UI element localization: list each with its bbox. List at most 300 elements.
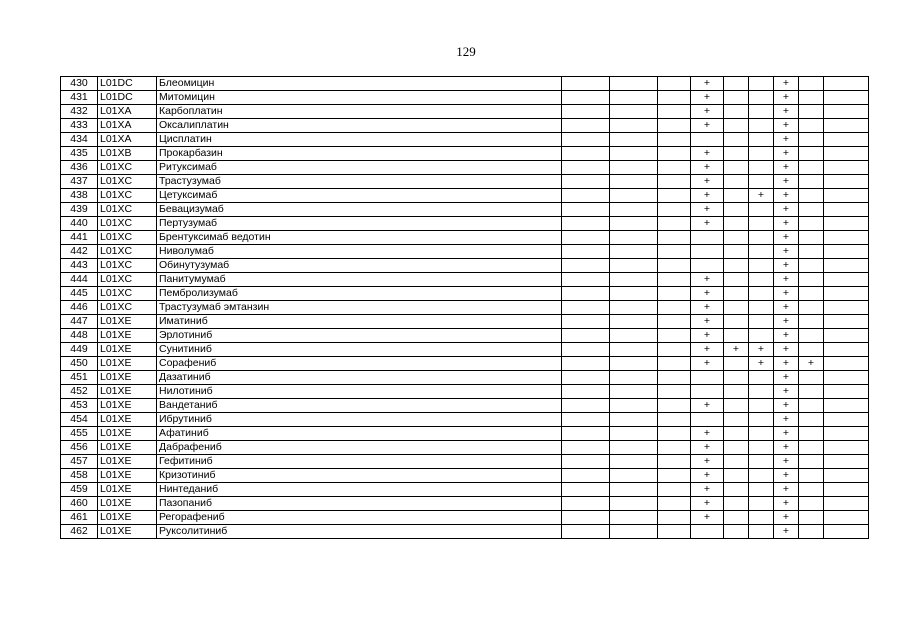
mark-cell: [658, 231, 691, 245]
atc-code-cell: L01XE: [98, 455, 157, 469]
table-row: [61, 315, 869, 329]
table-row: [61, 301, 869, 315]
mark-cell: [562, 469, 610, 483]
mark-cell: [749, 511, 774, 525]
mark-cell: [824, 161, 869, 175]
mark-cell: +: [774, 119, 799, 133]
drug-name-cell: Пертузумаб: [157, 217, 562, 231]
drug-name-cell: Прокарбазин: [157, 147, 562, 161]
row-number-cell: 453: [61, 399, 98, 413]
mark-cell: [658, 259, 691, 273]
mark-cell: [799, 469, 824, 483]
drug-name-cell: Дазатиниб: [157, 371, 562, 385]
mark-cell: [749, 77, 774, 91]
mark-cell: [562, 525, 610, 539]
mark-cell: [749, 441, 774, 455]
table-row: [61, 77, 869, 91]
mark-cell: [749, 399, 774, 413]
mark-cell: [658, 399, 691, 413]
mark-cell: [562, 413, 610, 427]
mark-cell: +: [749, 357, 774, 371]
mark-cell: [724, 301, 749, 315]
atc-code-cell: L01XC: [98, 175, 157, 189]
mark-cell: +: [691, 483, 724, 497]
table-row: [61, 469, 869, 483]
mark-cell: +: [774, 175, 799, 189]
table-row: [61, 441, 869, 455]
atc-code-cell: L01XC: [98, 259, 157, 273]
mark-cell: [610, 357, 658, 371]
mark-cell: [824, 259, 869, 273]
mark-cell: [658, 371, 691, 385]
mark-cell: +: [774, 483, 799, 497]
row-number-cell: 459: [61, 483, 98, 497]
mark-cell: [610, 203, 658, 217]
mark-cell: [658, 287, 691, 301]
mark-cell: [658, 525, 691, 539]
mark-cell: [799, 217, 824, 231]
mark-cell: [724, 217, 749, 231]
mark-cell: [610, 427, 658, 441]
mark-cell: [749, 217, 774, 231]
mark-cell: +: [691, 399, 724, 413]
drug-name-cell: Цисплатин: [157, 133, 562, 147]
mark-cell: +: [774, 217, 799, 231]
atc-code-cell: L01XE: [98, 315, 157, 329]
mark-cell: [824, 273, 869, 287]
mark-cell: +: [774, 399, 799, 413]
row-number-cell: 442: [61, 245, 98, 259]
mark-cell: [824, 315, 869, 329]
mark-cell: +: [691, 203, 724, 217]
mark-cell: [824, 399, 869, 413]
table-row: [61, 91, 869, 105]
mark-cell: [658, 469, 691, 483]
mark-cell: [824, 497, 869, 511]
mark-cell: [562, 259, 610, 273]
mark-cell: [799, 273, 824, 287]
mark-cell: [799, 77, 824, 91]
mark-cell: [562, 91, 610, 105]
atc-code-cell: L01XC: [98, 189, 157, 203]
mark-cell: [562, 119, 610, 133]
row-number-cell: 448: [61, 329, 98, 343]
drug-name-cell: Митомицин: [157, 91, 562, 105]
atc-code-cell: L01XE: [98, 469, 157, 483]
row-number-cell: 457: [61, 455, 98, 469]
drug-name-cell: Ниволумаб: [157, 245, 562, 259]
atc-code-cell: L01XE: [98, 371, 157, 385]
mark-cell: [562, 441, 610, 455]
atc-code-cell: L01XE: [98, 441, 157, 455]
drug-name-cell: Карбоплатин: [157, 105, 562, 119]
mark-cell: [749, 427, 774, 441]
row-number-cell: 432: [61, 105, 98, 119]
drug-name-cell: Цетуксимаб: [157, 189, 562, 203]
mark-cell: [658, 217, 691, 231]
mark-cell: [610, 469, 658, 483]
mark-cell: [658, 133, 691, 147]
mark-cell: +: [774, 441, 799, 455]
mark-cell: [724, 231, 749, 245]
mark-cell: [824, 217, 869, 231]
atc-code-cell: L01XA: [98, 133, 157, 147]
mark-cell: [749, 315, 774, 329]
mark-cell: [658, 483, 691, 497]
mark-cell: [749, 301, 774, 315]
row-number-cell: 443: [61, 259, 98, 273]
row-number-cell: 447: [61, 315, 98, 329]
mark-cell: +: [774, 301, 799, 315]
mark-cell: [610, 455, 658, 469]
mark-cell: [724, 91, 749, 105]
mark-cell: [562, 301, 610, 315]
table-row: [61, 273, 869, 287]
table-row: [61, 217, 869, 231]
mark-cell: +: [691, 441, 724, 455]
mark-cell: [724, 105, 749, 119]
atc-code-cell: L01XB: [98, 147, 157, 161]
mark-cell: +: [691, 119, 724, 133]
mark-cell: [562, 315, 610, 329]
mark-cell: [610, 231, 658, 245]
mark-cell: [610, 329, 658, 343]
mark-cell: [562, 231, 610, 245]
drug-name-cell: Ритуксимаб: [157, 161, 562, 175]
mark-cell: [610, 259, 658, 273]
mark-cell: [724, 441, 749, 455]
mark-cell: [610, 413, 658, 427]
row-number-cell: 434: [61, 133, 98, 147]
row-number-cell: 451: [61, 371, 98, 385]
mark-cell: [799, 413, 824, 427]
mark-cell: [799, 91, 824, 105]
mark-cell: [749, 231, 774, 245]
row-number-cell: 437: [61, 175, 98, 189]
row-number-cell: 460: [61, 497, 98, 511]
mark-cell: [658, 441, 691, 455]
drug-name-cell: Трастузумаб: [157, 175, 562, 189]
mark-cell: [562, 147, 610, 161]
mark-cell: +: [774, 329, 799, 343]
mark-cell: [562, 105, 610, 119]
mark-cell: [610, 441, 658, 455]
row-number-cell: 452: [61, 385, 98, 399]
atc-code-cell: L01XE: [98, 357, 157, 371]
mark-cell: [724, 413, 749, 427]
mark-cell: [724, 371, 749, 385]
drug-name-cell: Кризотиниб: [157, 469, 562, 483]
row-number-cell: 456: [61, 441, 98, 455]
mark-cell: [562, 273, 610, 287]
table-row: [61, 427, 869, 441]
mark-cell: [824, 105, 869, 119]
table-row: [61, 329, 869, 343]
mark-cell: [824, 357, 869, 371]
atc-code-cell: L01XE: [98, 497, 157, 511]
atc-code-cell: L01XE: [98, 483, 157, 497]
drug-name-cell: Сорафениб: [157, 357, 562, 371]
table-row: [61, 371, 869, 385]
mark-cell: +: [774, 231, 799, 245]
mark-cell: [824, 371, 869, 385]
table-row: [61, 343, 869, 357]
mark-cell: [562, 385, 610, 399]
mark-cell: +: [691, 301, 724, 315]
mark-cell: [562, 427, 610, 441]
mark-cell: +: [774, 525, 799, 539]
mark-cell: +: [774, 161, 799, 175]
mark-cell: [749, 133, 774, 147]
mark-cell: [610, 119, 658, 133]
mark-cell: +: [774, 105, 799, 119]
mark-cell: [824, 189, 869, 203]
mark-cell: [799, 525, 824, 539]
mark-cell: [724, 399, 749, 413]
atc-code-cell: L01XC: [98, 245, 157, 259]
mark-cell: +: [691, 315, 724, 329]
mark-cell: +: [691, 455, 724, 469]
mark-cell: [824, 329, 869, 343]
mark-cell: [749, 385, 774, 399]
drug-name-cell: Брентуксимаб ведотин: [157, 231, 562, 245]
mark-cell: [658, 315, 691, 329]
mark-cell: [824, 175, 869, 189]
mark-cell: [724, 273, 749, 287]
mark-cell: [691, 371, 724, 385]
drug-name-cell: Ибрутиниб: [157, 413, 562, 427]
row-number-cell: 436: [61, 161, 98, 175]
mark-cell: [749, 287, 774, 301]
atc-code-cell: L01XA: [98, 119, 157, 133]
mark-cell: [562, 175, 610, 189]
mark-cell: [658, 161, 691, 175]
row-number-cell: 433: [61, 119, 98, 133]
mark-cell: [724, 511, 749, 525]
mark-cell: [799, 455, 824, 469]
mark-cell: +: [774, 133, 799, 147]
mark-cell: [724, 175, 749, 189]
mark-cell: [724, 147, 749, 161]
row-number-cell: 454: [61, 413, 98, 427]
row-number-cell: 449: [61, 343, 98, 357]
mark-cell: [724, 203, 749, 217]
mark-cell: [749, 91, 774, 105]
atc-code-cell: L01XC: [98, 217, 157, 231]
mark-cell: [658, 455, 691, 469]
drug-name-cell: Иматиниб: [157, 315, 562, 329]
mark-cell: [749, 483, 774, 497]
mark-cell: +: [774, 343, 799, 357]
mark-cell: +: [774, 273, 799, 287]
mark-cell: +: [691, 357, 724, 371]
mark-cell: [610, 483, 658, 497]
row-number-cell: 440: [61, 217, 98, 231]
mark-cell: [610, 147, 658, 161]
mark-cell: [610, 385, 658, 399]
mark-cell: [824, 525, 869, 539]
mark-cell: [610, 175, 658, 189]
atc-code-cell: L01XC: [98, 301, 157, 315]
mark-cell: [799, 329, 824, 343]
mark-cell: [562, 245, 610, 259]
mark-cell: [562, 77, 610, 91]
atc-code-cell: L01DC: [98, 77, 157, 91]
row-number-cell: 438: [61, 189, 98, 203]
table-row: [61, 287, 869, 301]
mark-cell: [562, 189, 610, 203]
mark-cell: [799, 371, 824, 385]
mark-cell: [824, 511, 869, 525]
table-row: [61, 245, 869, 259]
table-body: [61, 77, 869, 539]
mark-cell: [691, 525, 724, 539]
mark-cell: [724, 385, 749, 399]
mark-cell: [562, 357, 610, 371]
mark-cell: [749, 371, 774, 385]
mark-cell: [724, 357, 749, 371]
drug-name-cell: Нилотиниб: [157, 385, 562, 399]
mark-cell: +: [691, 287, 724, 301]
drug-name-cell: Регорафениб: [157, 511, 562, 525]
mark-cell: [724, 77, 749, 91]
mark-cell: [658, 301, 691, 315]
mark-cell: [610, 273, 658, 287]
drug-name-cell: Панитумумаб: [157, 273, 562, 287]
row-number-cell: 444: [61, 273, 98, 287]
table-row: [61, 413, 869, 427]
atc-code-cell: L01XC: [98, 287, 157, 301]
mark-cell: +: [691, 511, 724, 525]
mark-cell: [658, 357, 691, 371]
mark-cell: [610, 497, 658, 511]
mark-cell: +: [774, 245, 799, 259]
mark-cell: [824, 231, 869, 245]
mark-cell: [610, 511, 658, 525]
mark-cell: [749, 273, 774, 287]
mark-cell: [562, 217, 610, 231]
table-row: [61, 189, 869, 203]
mark-cell: [824, 385, 869, 399]
mark-cell: [749, 245, 774, 259]
mark-cell: [658, 91, 691, 105]
mark-cell: [562, 399, 610, 413]
mark-cell: [799, 343, 824, 357]
mark-cell: [691, 245, 724, 259]
mark-cell: [724, 119, 749, 133]
mark-cell: [799, 259, 824, 273]
mark-cell: +: [691, 175, 724, 189]
mark-cell: [691, 133, 724, 147]
row-number-cell: 439: [61, 203, 98, 217]
mark-cell: [799, 385, 824, 399]
mark-cell: [799, 175, 824, 189]
mark-cell: [799, 497, 824, 511]
atc-code-cell: L01DC: [98, 91, 157, 105]
mark-cell: [610, 301, 658, 315]
drug-name-cell: Пазопаниб: [157, 497, 562, 511]
mark-cell: +: [691, 469, 724, 483]
mark-cell: [824, 427, 869, 441]
atc-code-cell: L01XE: [98, 399, 157, 413]
drug-name-cell: Пембролизумаб: [157, 287, 562, 301]
mark-cell: [824, 203, 869, 217]
table-row: [61, 399, 869, 413]
mark-cell: [658, 119, 691, 133]
drug-name-cell: Вандетаниб: [157, 399, 562, 413]
mark-cell: [799, 511, 824, 525]
mark-cell: +: [691, 91, 724, 105]
atc-code-cell: L01XC: [98, 161, 157, 175]
mark-cell: [724, 245, 749, 259]
table-row: [61, 147, 869, 161]
mark-cell: [799, 441, 824, 455]
mark-cell: [799, 147, 824, 161]
mark-cell: [610, 525, 658, 539]
mark-cell: [724, 329, 749, 343]
mark-cell: [799, 231, 824, 245]
row-number-cell: 431: [61, 91, 98, 105]
mark-cell: [824, 133, 869, 147]
mark-cell: [724, 133, 749, 147]
mark-cell: [799, 427, 824, 441]
mark-cell: [749, 455, 774, 469]
row-number-cell: 450: [61, 357, 98, 371]
mark-cell: [749, 175, 774, 189]
table-row: [61, 203, 869, 217]
mark-cell: [799, 189, 824, 203]
mark-cell: [749, 119, 774, 133]
mark-cell: +: [774, 91, 799, 105]
table-row: [61, 119, 869, 133]
table-row: [61, 357, 869, 371]
mark-cell: [691, 413, 724, 427]
mark-cell: +: [774, 511, 799, 525]
mark-cell: +: [774, 77, 799, 91]
mark-cell: [562, 133, 610, 147]
mark-cell: [799, 105, 824, 119]
drug-table: [60, 76, 869, 539]
mark-cell: [824, 469, 869, 483]
mark-cell: [749, 525, 774, 539]
atc-code-cell: L01XE: [98, 385, 157, 399]
mark-cell: [724, 525, 749, 539]
mark-cell: [658, 329, 691, 343]
table-row: [61, 133, 869, 147]
mark-cell: [658, 77, 691, 91]
table-row: [61, 105, 869, 119]
atc-code-cell: L01XC: [98, 273, 157, 287]
mark-cell: +: [691, 273, 724, 287]
mark-cell: +: [774, 259, 799, 273]
mark-cell: +: [691, 497, 724, 511]
mark-cell: [562, 371, 610, 385]
mark-cell: [610, 315, 658, 329]
mark-cell: [824, 91, 869, 105]
mark-cell: [749, 259, 774, 273]
mark-cell: [724, 483, 749, 497]
mark-cell: [658, 105, 691, 119]
mark-cell: +: [774, 497, 799, 511]
mark-cell: [658, 273, 691, 287]
mark-cell: [799, 287, 824, 301]
mark-cell: [824, 455, 869, 469]
atc-code-cell: L01XE: [98, 511, 157, 525]
mark-cell: [562, 497, 610, 511]
mark-cell: [691, 385, 724, 399]
row-number-cell: 446: [61, 301, 98, 315]
mark-cell: +: [749, 189, 774, 203]
